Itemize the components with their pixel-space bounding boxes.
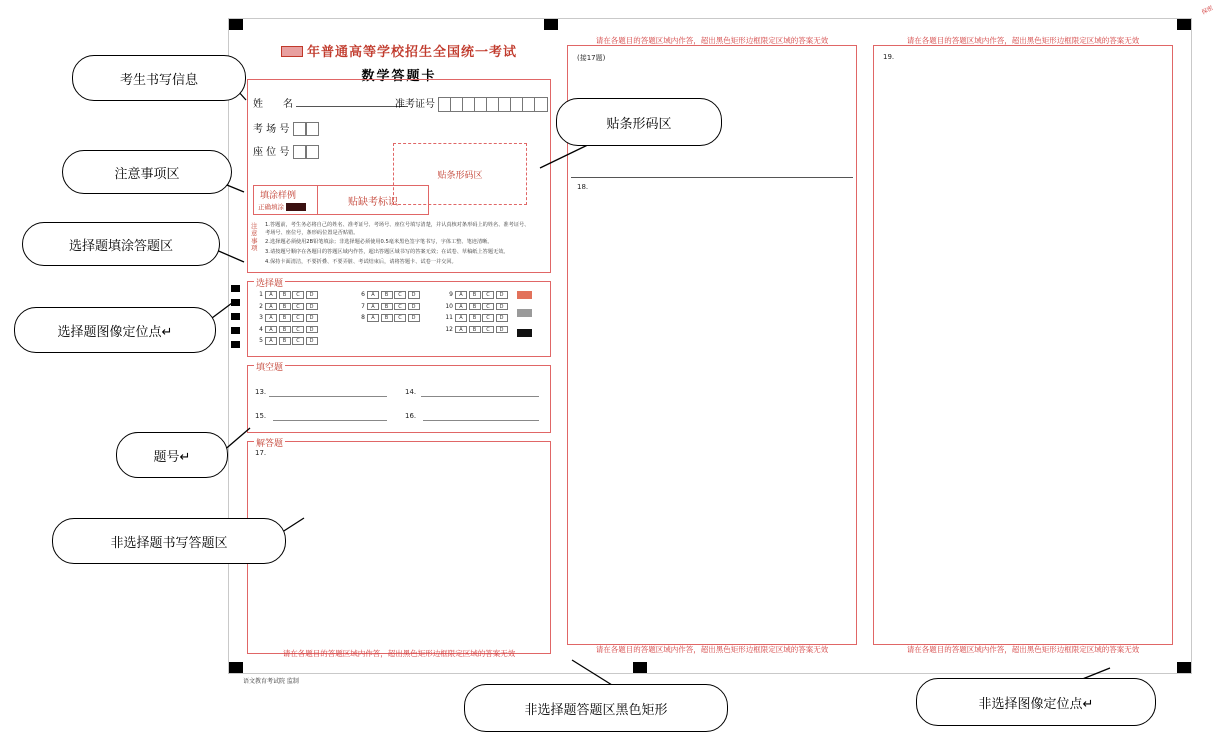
mc-option-bubble[interactable]: A <box>455 291 467 299</box>
mc-row-number: 6 <box>361 291 365 299</box>
mc-option-bubble[interactable]: A <box>367 291 379 299</box>
callout-question-number <box>116 432 228 478</box>
callout-candidate-info-text: 考生书写信息 <box>119 72 198 88</box>
mc-option-bubble[interactable]: D <box>408 314 420 322</box>
mc-option-bubble[interactable]: D <box>496 303 508 311</box>
mc-option-bubble[interactable]: D <box>306 303 318 311</box>
solution-q17-cont-number: (接17题) <box>577 54 606 62</box>
callout-notice-area <box>62 150 232 194</box>
solution-title: 解答题 <box>254 436 285 449</box>
mc-option-bubble[interactable]: A <box>367 314 379 322</box>
notice-line-1: 1.答题前，考生务必将自己的姓名、准考证号、考场号、座位号填写清楚，并认真核对条形码上的姓名、准考证号、考场号、座位号，条形码位置是否贴错。 <box>265 222 530 236</box>
solution-q17-number: 17. <box>255 449 267 457</box>
callout-black-rectangle-text: 非选择题答题区黑色矩形 <box>524 702 668 718</box>
mc-row-number: 10 <box>445 302 453 310</box>
mc-option-bubble[interactable]: B <box>279 337 291 345</box>
column-1-bottom-note: 请在各题目的答题区域内作答，超出黑色矩形边框限定区域的答案无效 <box>282 649 516 658</box>
mc-row-number: 9 <box>449 291 453 299</box>
fill-sample-label: 填涂样例 <box>260 191 297 201</box>
mc-option-bubble[interactable]: D <box>306 314 318 322</box>
solution-q19-number: 19. <box>883 53 895 61</box>
room-label: 考 场 号 <box>253 124 290 135</box>
mc-option-bubble[interactable]: D <box>496 291 508 299</box>
callout-mc-locating-points <box>14 307 216 353</box>
mc-row-number: 2 <box>259 302 263 310</box>
mc-option-bubble[interactable]: B <box>381 303 393 311</box>
absent-mark-label: 贴缺考标识 <box>348 196 398 208</box>
mc-row-number: 4 <box>259 325 263 333</box>
mc-option-bubble[interactable]: A <box>265 326 277 334</box>
mc-option-bubble[interactable]: A <box>265 337 277 345</box>
blank-q16-number: 16. <box>405 412 417 420</box>
blank-q14-number: 14. <box>405 388 417 396</box>
mc-option-bubble[interactable]: B <box>381 314 393 322</box>
mc-row-number: 7 <box>361 302 365 310</box>
mc-option-bubble[interactable]: B <box>381 291 393 299</box>
mc-option-bubble[interactable]: C <box>394 303 406 311</box>
mc-row-number: 8 <box>361 314 365 322</box>
notice-line-3: 3.请按题号顺序在各题目的答题区域内作答，超出答题区域书写的答案无效；在试卷、草稿纸上答题无效。 <box>265 249 509 255</box>
callout-notice-area-text: 注意事项区 <box>114 166 180 182</box>
callout-mc-locating-points-text: 选择题图像定位点↵ <box>57 324 173 340</box>
notice-title: 注意事项 <box>251 222 258 253</box>
callout-free-response-area <box>52 518 286 564</box>
mc-row-number: 11 <box>445 314 453 322</box>
mc-option-bubble[interactable]: A <box>455 314 467 322</box>
corner-stamp: 保密 <box>1200 4 1215 17</box>
callout-free-response-locating-points <box>916 678 1156 726</box>
mc-option-bubble[interactable]: D <box>496 326 508 334</box>
mc-option-bubble[interactable]: B <box>279 314 291 322</box>
solution-q18-number: 18. <box>577 183 589 191</box>
multiple-choice-title: 选择题 <box>254 276 285 289</box>
callout-free-response-area-text: 非选择题书写答题区 <box>110 535 228 551</box>
footer-note: 语文教育考试院 监制 <box>243 678 299 685</box>
mc-option-bubble[interactable]: A <box>265 291 277 299</box>
mc-option-bubble[interactable]: D <box>306 337 318 345</box>
blank-q13-number: 13. <box>255 388 267 396</box>
mc-option-bubble[interactable]: A <box>265 314 277 322</box>
mc-option-bubble[interactable]: A <box>367 303 379 311</box>
notice-line-2: 2.选择题必须使用2B铅笔填涂；非选择题必须使用0.5毫米黑色签字笔书写，字体工整、笔迹清晰。 <box>265 239 493 245</box>
callout-barcode-area <box>556 98 722 146</box>
mc-option-bubble[interactable]: B <box>279 326 291 334</box>
mc-option-bubble[interactable]: D <box>496 314 508 322</box>
mc-option-bubble[interactable]: C <box>482 326 494 334</box>
subject-title: 数学答题卡 <box>361 69 437 84</box>
mc-option-bubble[interactable]: D <box>408 303 420 311</box>
fill-blank-title: 填空题 <box>254 360 285 373</box>
column-3-top-note: 请在各题目的答题区域内作答，超出黑色矩形边框限定区域的答案无效 <box>906 36 1140 45</box>
mc-option-bubble[interactable]: A <box>455 326 467 334</box>
callout-black-rectangle <box>464 684 728 732</box>
mc-option-bubble[interactable]: A <box>455 303 467 311</box>
name-label: 姓 名 <box>253 99 293 110</box>
mc-option-bubble[interactable]: B <box>469 326 481 334</box>
mc-row-number: 5 <box>259 337 263 345</box>
mc-option-bubble[interactable]: A <box>265 303 277 311</box>
fill-sample-correct-label: 正确填涂 <box>258 203 284 211</box>
mc-option-bubble[interactable]: B <box>469 314 481 322</box>
mc-option-bubble[interactable]: D <box>408 291 420 299</box>
mc-option-bubble[interactable]: C <box>292 326 304 334</box>
mc-option-bubble[interactable]: C <box>482 291 494 299</box>
mc-option-bubble[interactable]: D <box>306 326 318 334</box>
barcode-area-label: 贴条形码区 <box>437 170 483 181</box>
mc-option-bubble[interactable]: C <box>292 291 304 299</box>
seat-label: 座 位 号 <box>253 147 290 158</box>
exam-id-label: 准考证号 <box>395 99 435 110</box>
mc-row-number: 1 <box>259 291 263 299</box>
mc-option-bubble[interactable]: B <box>469 291 481 299</box>
title-line1-row: 年普通高等学校招生全国统一考试 <box>245 41 553 60</box>
mc-option-bubble[interactable]: C <box>292 303 304 311</box>
notice-line-4: 4.保持卡面清洁，不要折叠、不要弄脏、考试结束后，请将答题卡、试卷一并交回。 <box>265 259 457 265</box>
mc-option-bubble[interactable]: D <box>306 291 318 299</box>
mc-option-bubble[interactable]: C <box>482 314 494 322</box>
column-2-bottom-note: 请在各题目的答题区域内作答，超出黑色矩形边框限定区域的答案无效 <box>595 645 829 654</box>
callout-barcode-area-text: 贴条形码区 <box>606 116 672 132</box>
mc-option-bubble[interactable]: B <box>279 303 291 311</box>
mc-row-number: 12 <box>445 325 453 333</box>
mc-option-bubble[interactable]: B <box>469 303 481 311</box>
blank-q15-number: 15. <box>255 412 267 420</box>
mc-option-bubble[interactable]: C <box>394 314 406 322</box>
column-3-bottom-note: 请在各题目的答题区域内作答，超出黑色矩形边框限定区域的答案无效 <box>906 645 1140 654</box>
callout-question-number-text: 题号↵ <box>153 449 191 465</box>
mc-row-number: 3 <box>259 314 263 322</box>
callout-free-response-locating-points-text: 非选择图像定位点↵ <box>978 696 1094 712</box>
callout-mc-fill-area-text: 选择题填涂答题区 <box>68 238 173 254</box>
callout-candidate-info <box>72 55 246 101</box>
mc-option-bubble[interactable]: C <box>292 314 304 322</box>
callout-mc-fill-area <box>22 222 220 266</box>
column-2-top-note: 请在各题目的答题区域内作答，超出黑色矩形边框限定区域的答案无效 <box>595 36 829 45</box>
mc-option-bubble[interactable]: B <box>279 291 291 299</box>
mc-option-bubble[interactable]: C <box>482 303 494 311</box>
mc-option-bubble[interactable]: C <box>394 291 406 299</box>
mc-option-bubble[interactable]: C <box>292 337 304 345</box>
